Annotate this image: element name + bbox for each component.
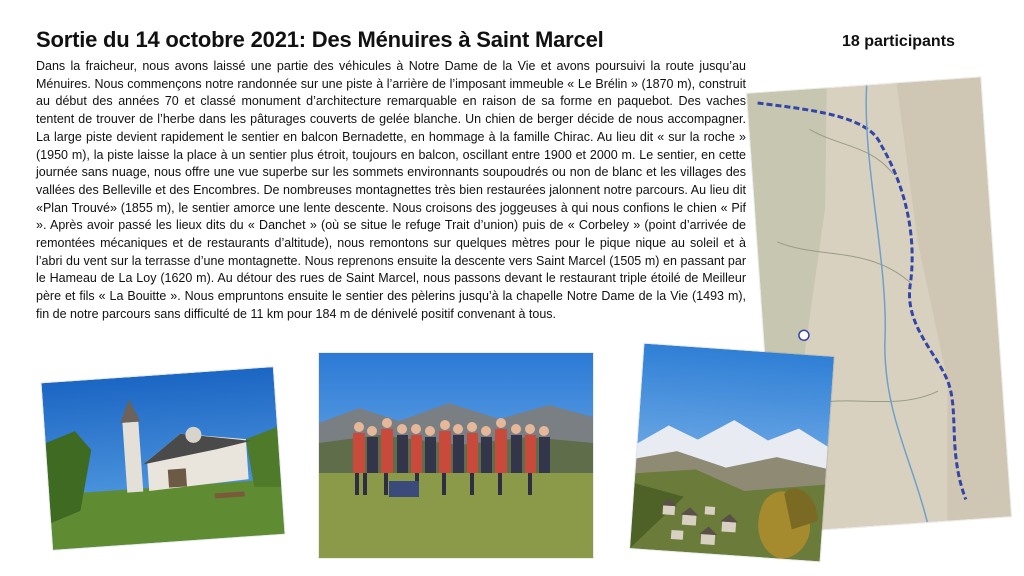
article-text: Dans la fraicheur, nous avons laissé une partie des véhicules à Notre Dame de la Vie et avons poursuivi la route jusqu’au Ménuires. Nous commençons notre randonnée sur une piste à l’arrière de l’imposant immeuble « Le Brélin » (1870 m), construit au début des années 70 et classé monument d’architecture remarquable en raison de sa forme en paquebot. Des vaches tentent de trouver de l’herbe dans les pâturages couverts de gelée blanche. Un chien de berger décide de nous accompagner. La large piste devient rapidement le sentier en balcon Bernadette, en hommage à la famille Chirac. Au lieu dit « sur la roche » (1950 m), la piste laisse la place à un sentier plus étroit, toujours en balcon, oscillant entre 1900 et 2000 m. Le sentier, en cette journée sans nuage, nous offre une vue superbe sur les sommets environnants soupoudrés ou non de blanc et les villages des vallées des Belleville et des Encombres. De nombreuses montagnettes très bien restaurées jalonnent notre parcours. Au lieu dit «Plan Trouvé» (1855 m), le sentier amorce une lente descente. Nous croisons des joggeuses à qui nous confions le chien « Pif ». Après avoir passé les lieux dits du « Danchet » (où se situe le refuge Trait d’union) puis de « Corbeley » (point d’arrivée de remontées mécaniques et de restaurants d’altitude), nous remontons sur quelques mètres pour le pique nique au soleil et à l’abri du vent sur la terrasse d’une montagnette. Nous reprenons ensuite la descente vers Saint Marcel (1505 m) en passant par le Hameau de La Loy (1620 m). Au détour des rues de Saint Marcel, nous passons devant le restaurant triple étoilé de Meilleur père et fils « La Bouitte ». Nous empruntons ensuite le sentier des pèlerins jusqu’à la chapelle Notre Dame de la Vie (1493 m), fin de notre parcours sans difficulté de 11 km pour 184 m de dénivelé positif convenant à tous. (36, 59, 746, 321)
participants-count: 18 participants (842, 33, 955, 50)
page-title: Sortie du 14 octobre 2021: Des Ménuires à Saint Marcel (36, 27, 604, 52)
group-photo (319, 353, 593, 558)
valley-photo (630, 344, 834, 562)
chapel-photo (41, 367, 284, 550)
